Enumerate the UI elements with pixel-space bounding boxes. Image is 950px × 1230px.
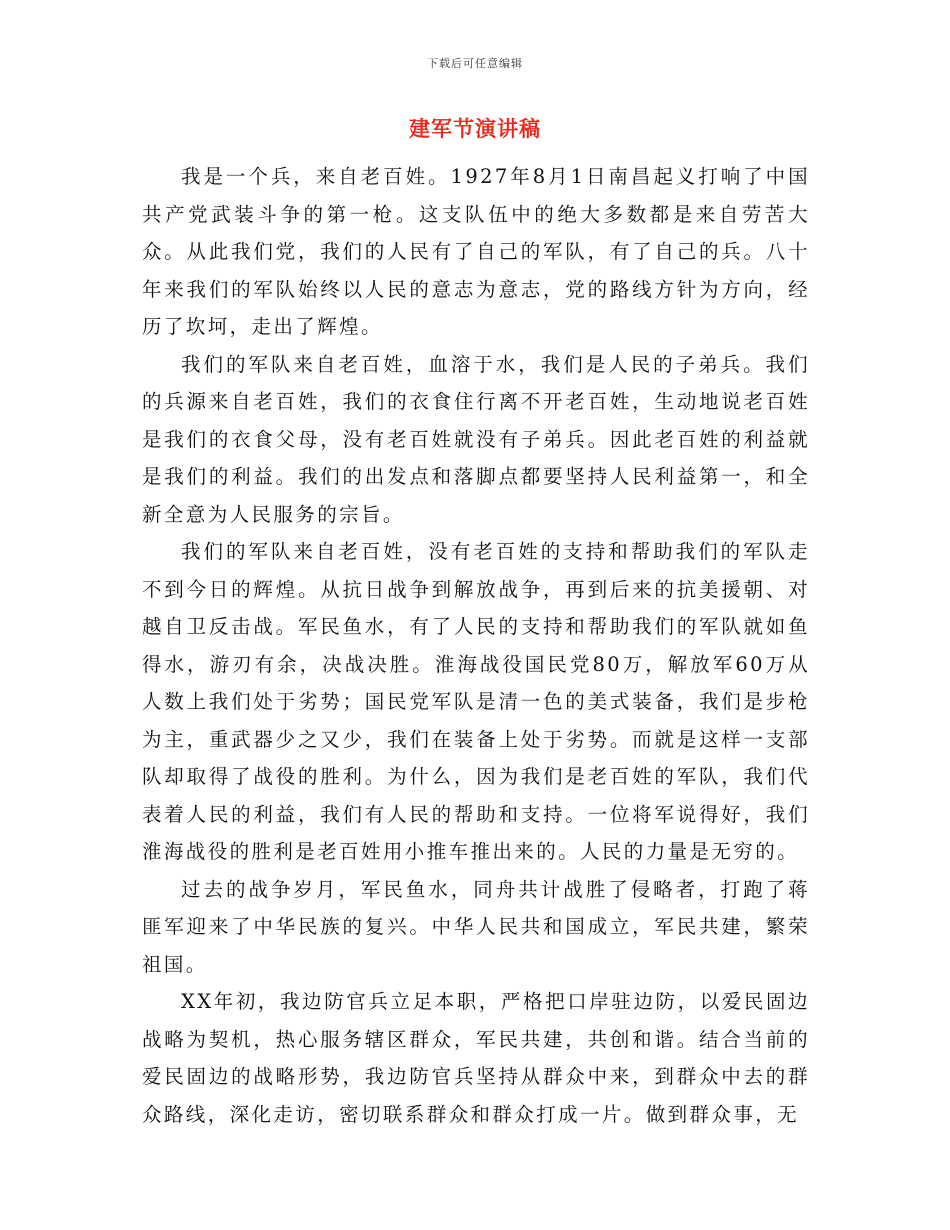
paragraph-1: 我是一个兵，来自老百姓。1927年8月1日南昌起义打响了中国共产党武装斗争的第一枪。这支队伍中的绝大多数都是来自劳苦大众。从此我们党，我们的人民有了自己的军队，有了自己的兵。八十年来我们的军队始终以人民的意志为意志，党的路线方针为方向，经历了坎坷，走出了辉煌。 [142,165,810,338]
paragraph-4: 过去的战争岁月，军民鱼水，同舟共计战胜了侵略者，打跑了蒋匪军迎来了中华民族的复兴。中华人民共和国成立，军民共建，繁荣祖国。 [142,877,810,976]
paragraph-3: 我们的军队来自老百姓，没有老百姓的支持和帮助我们的军队走不到今日的辉煌。从抗日战争到解放战争，再到后来的抗美援朝、对越自卫反击战。军民鱼水，有了人民的支持和帮助我们的军队就如鱼得水，游刃有余，决战决胜。淮海战役国民党80万，解放军60万从人数上我们处于劣势；国民党军队是清一色的美式装备，我们是步枪为主，重武器少之又少，我们在装备上处于劣势。而就是这样一支部队却取得了战役的胜利。为什么，因为我们是老百姓的军队，我们代表着人民的利益，我们有人民的帮助和支持。一位将军说得好，我们淮海战役的胜利是老百姓用小推车推出来的。人民的力量是无穷的。 [142,540,810,863]
header-note: 下载后可任意编辑 [427,57,523,70]
document-title: 建军节演讲稿 [409,116,541,141]
paragraph-5: XX年初，我边防官兵立足本职，严格把口岸驻边防，以爱民固边战略为契机，热心服务辖区群众，军民共建，共创和谐。结合当前的爱民固边的战略形势，我边防官兵坚持从群众中来，到群众中去的群众路线，深化走访，密切联系群众和群众打成一片。做到群众事，无 [142,990,810,1126]
paragraph-2: 我们的军队来自老百姓，血溶于水，我们是人民的子弟兵。我们的兵源来自老百姓，我们的衣食住行离不开老百姓，生动地说老百姓是我们的衣食父母，没有老百姓就没有子弟兵。因此老百姓的利益就是我们的利益。我们的出发点和落脚点都要坚持人民利益第一，和全新全意为人民服务的宗旨。 [142,352,810,526]
document-body [142,158,810,1133]
